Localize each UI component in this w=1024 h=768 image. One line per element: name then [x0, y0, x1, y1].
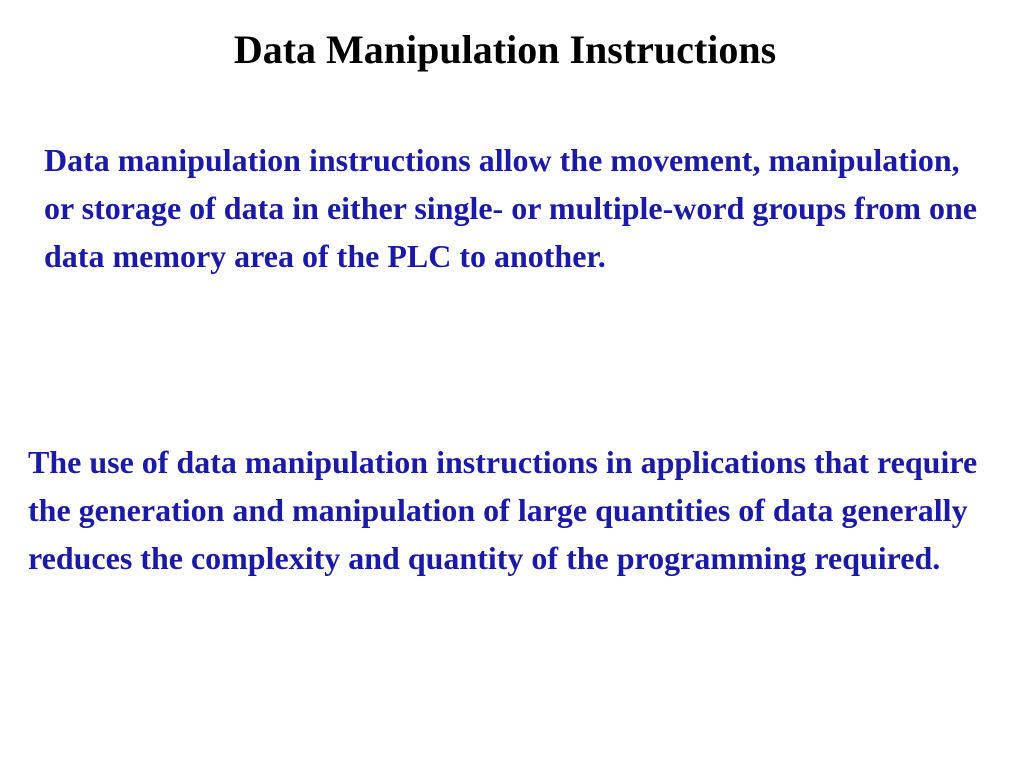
paragraph-definition: Data manipulation instructions allow the movement, manipulation, or storage of data in either single- or multiple-word groups from one data memory area of the PLC to another. [44, 142, 977, 274]
slide-title: Data Manipulation Instructions [233, 27, 777, 72]
paragraph-benefit: The use of data manipulation instructions in applications that require the generation and manipulation of large quantities of data generally reduces the complexity and quantity of the programming required. [28, 444, 978, 576]
